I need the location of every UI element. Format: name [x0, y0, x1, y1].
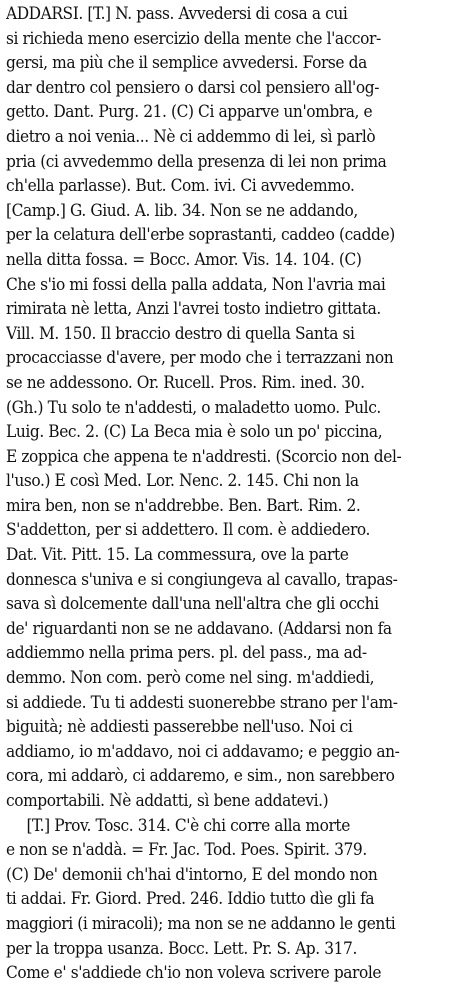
entry-line: ti addai. Fr. Giord. Pred. 246. Iddio tutto dìe gli fa [6, 889, 375, 909]
entry-line: si richieda meno esercizio della mente che l'accor- [6, 28, 381, 48]
entry-line: sava sì dolcemente dall'una nell'altra che gli occhi [6, 594, 379, 614]
entry-line: [Camp.] G. Giud. A. lib. 34. Non se ne addando, [6, 200, 358, 220]
entry-line: dar dentro col pensiero o darsi col pensiero all'og- [6, 77, 380, 97]
entry-line: demmo. Non com. però come nel sing. m'addiedi, [6, 668, 375, 688]
entry-line: Dat. Vit. Pitt. 15. La commessura, ove la parte [6, 545, 349, 565]
entry-line: donnesca s'univa e si congiungeva al cavallo, trapas- [6, 569, 398, 589]
entry-line: ch'ella parlasse). But. Com. ivi. Ci avvedemmo. [6, 176, 355, 196]
entry-line: e non se n'addà. = Fr. Jac. Tod. Poes. Spirit. 379. [6, 840, 367, 860]
entry-line: nella ditta fossa. = Bocc. Amor. Vis. 14. 104. (C) [6, 249, 362, 269]
entry-line: dietro a noi venia... Nè ci addemmo di lei, sì parlò [6, 126, 376, 146]
entry-line: [T.] Prov. Tosc. 314. C'è chi corre alla morte [26, 815, 350, 835]
entry-line: addiemmo nella prima pers. pl. del pass., ma ad- [6, 643, 367, 663]
entry-line: ADDARSI. [T.] N. pass. Avvedersi di cosa a cui [6, 4, 348, 23]
entry-line: per la troppa usanza. Bocc. Lett. Pr. S. Ap. 317. [6, 938, 357, 958]
entry-line: comportabili. Nè addatti, sì bene addatevi.) [6, 791, 329, 810]
entry-line: si addiede. Tu ti addesti suonerebbe strano per l'am- [6, 692, 398, 712]
entry-line: maggiori (i miracoli); ma non se ne addanno le genti [6, 913, 396, 933]
entry-line: l'uso.) E così Med. Lor. Nenc. 2. 145. Chi non la [6, 471, 359, 491]
entry-line: Luig. Bec. 2. (C) La Beca mia è solo un po' piccina, [6, 422, 383, 442]
entry-line: procacciasse d'avere, per modo che i terrazzani non [6, 348, 394, 368]
entry-line: de' riguardanti non se ne addavano. (Addarsi non fa [6, 618, 392, 638]
entry-line: gersi, ma più che il semplice avvedersi. Forse da [6, 53, 367, 73]
entry-line: addiamo, io m'addavo, noi ci addavamo; e peggio an- [6, 741, 400, 761]
entry-line: per la celatura dell'erbe soprastanti, caddeo (cadde) [6, 225, 395, 245]
entry-line: cora, mi addarò, ci addaremo, e sim., non sarebbero [6, 766, 395, 786]
entry-line: (Gh.) Tu solo te n'addesti, o maladetto uomo. Pulc. [6, 397, 381, 417]
entry-line: (C) De' demonii ch'hai d'intorno, E del mondo non [6, 864, 378, 884]
entry-line: se ne addessono. Or. Rucell. Pros. Rim. ined. 30. [6, 372, 365, 392]
entry-line: Che s'io mi fossi della palla addata, Non l'avria mai [6, 274, 386, 294]
entry-line: mira ben, non se n'addrebbe. Ben. Bart. Rim. 2. [6, 495, 361, 515]
entry-line: pria (ci avvedemmo della presenza di lei non prima [6, 151, 387, 171]
entry-line: Vill. M. 150. Il braccio destro di quella Santa si [6, 323, 355, 343]
entry-line: biguità; nè addiesti passerebbe nell'uso. Noi ci [6, 717, 353, 737]
entry-line: S'addetton, per si addettero. Il com. è addiedero. [6, 520, 371, 540]
entry-line: getto. Dant. Purg. 21. (C) Ci apparve un'ombra, e [6, 102, 373, 122]
entry-line: E zoppica che appena te n'addresti. (Scorcio non del- [6, 446, 402, 466]
entry-line: Come e' s'addiede ch'io non voleva scrivere parole [6, 963, 382, 983]
entry-line: rimirata nè letta, Anzi l'avrei tosto indietro gittata. [6, 299, 381, 319]
